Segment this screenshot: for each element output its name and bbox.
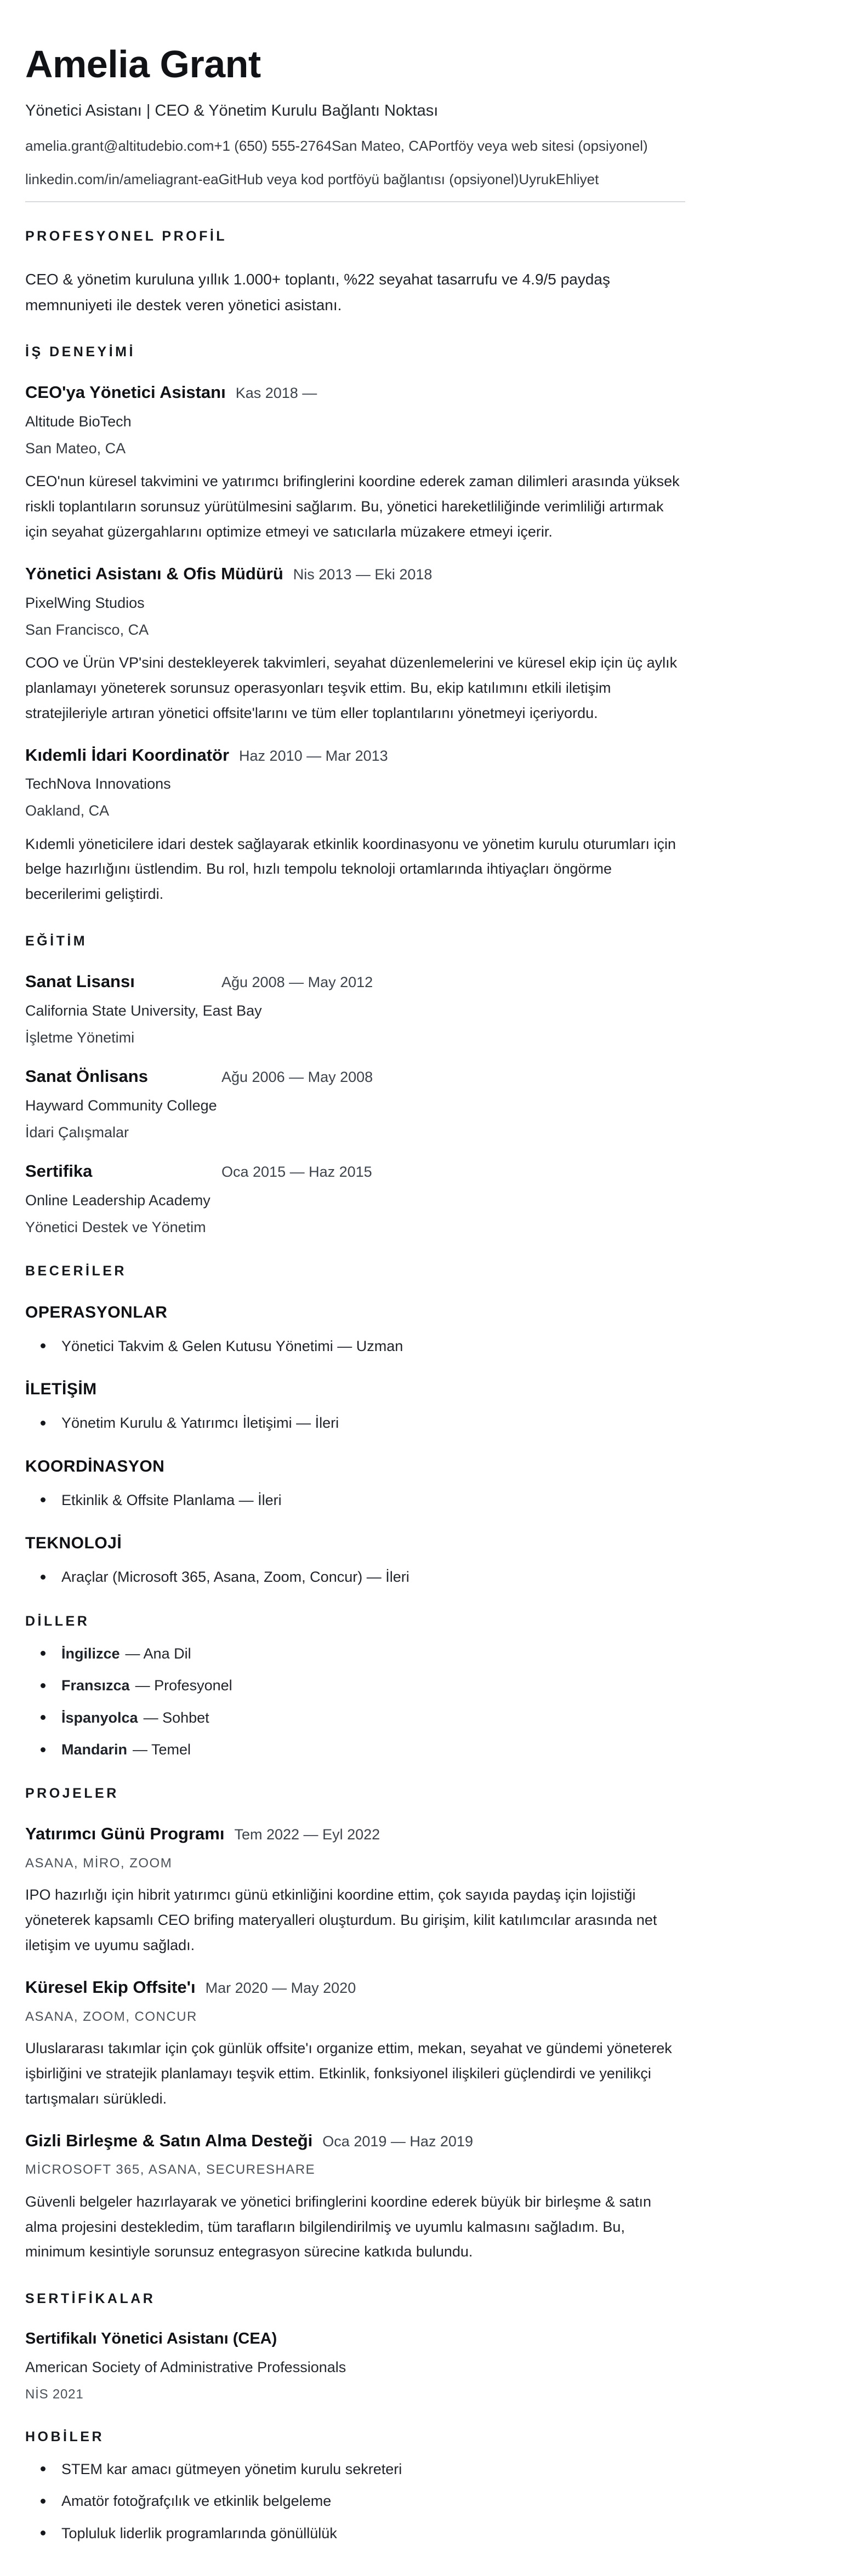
contact-line-2 <box>25 170 685 189</box>
certification-date: NİS 2021 <box>25 2386 84 2402</box>
contact-website-placeholder: Portföy veya web sitesi (opsiyonel) <box>428 137 648 154</box>
project-date: Mar 2020 — May 2020 <box>205 1980 356 1997</box>
job-description: COO ve Ürün VP'sini destekleyerek takvimleri, seyahat düzenlemelerini ve küresel ekip için üç aylık planlamayı yöneterek sorunsuz operasyonları teşvik ettim. Bu, ekip katılımını etkili iletişim stratejileriyle artıran yönetici offsite'larını ve tüm eller toplantılarını yönetmeyi içeriyordu. <box>25 654 678 721</box>
education-heading: EĞİTİM <box>25 933 88 949</box>
job-item <box>25 382 685 545</box>
education-field: İşletme Yönetimi <box>25 1029 135 1046</box>
education-item <box>25 1161 685 1237</box>
language-item <box>25 1644 685 1663</box>
project-description: Güvenli belgeler hazırlayarak ve yönetici brifinglerini koordine ederek büyük bir birleşme & satın alma projesini destekledim, tüm tarafların bilgilendirilmiş ve uyumlu kalmasını sağladım. Bu, minimum kesintiyle sorunsuz entegrasyon sürecine katkıda bulundu. <box>25 2193 652 2260</box>
profile-text: CEO & yönetim kuruluna yıllık 1.000+ toplantı, %22 seyahat tasarrufu ve 4.9/5 paydaş memnuniyeti ile destek veren yönetici asistanı. <box>25 271 610 314</box>
education-school: Hayward Community College <box>25 1097 217 1114</box>
language-name: İngilizce <box>61 1645 120 1662</box>
job-item <box>25 563 685 726</box>
project-item <box>25 2130 685 2265</box>
contact-phone: +1 (650) 555-2764 <box>214 137 332 154</box>
languages-heading: DİLLER <box>25 1613 90 1629</box>
job-location: San Mateo, CA <box>25 440 126 457</box>
education-degree: Sanat Lisansı <box>25 972 135 991</box>
job-description: CEO'nun küresel takvimini ve yatırımcı brifinglerini koordine ederek zaman dilimleri arasında yüksek riskli toplantıların sorunsuz yürütülmesini sağlarım. Bu, yönetici hareketliliğinde verimliliği artırmak için seyahat güzergahlarını optimize etmeyi ve satıcılarla müzakere etmeyi içerir. <box>25 473 680 540</box>
person-name: Amelia Grant <box>25 43 261 86</box>
project-head <box>25 1977 685 1998</box>
hobby-item: Topluluk liderlik programlarında gönüllülük <box>25 2523 685 2543</box>
language-level: — Ana Dil <box>125 1645 191 1662</box>
contact-location: San Mateo, CA <box>332 137 429 154</box>
project-title: Küresel Ekip Offsite'ı <box>25 1977 196 1997</box>
contact-email: amelia.grant@altitudebio.com <box>25 137 214 154</box>
job-date: Nis 2013 — Eki 2018 <box>293 566 433 583</box>
section-experience <box>25 344 685 907</box>
project-tools: MİCROSOFT 365, ASANA, SECURESHARE <box>25 2162 316 2178</box>
job-date: Kas 2018 — <box>235 385 317 402</box>
skill-list <box>25 1567 685 1587</box>
skill-group-title: KOORDİNASYON <box>25 1457 165 1475</box>
skill-group-title: TEKNOLOJİ <box>25 1534 122 1553</box>
hobby-list <box>25 2459 685 2543</box>
job-location: San Francisco, CA <box>25 621 149 638</box>
hobbies-heading: HOBİLER <box>25 2429 104 2444</box>
education-head <box>25 1066 685 1087</box>
certification-org: American Society of Administrative Professionals <box>25 2358 346 2375</box>
project-date: Oca 2019 — Haz 2019 <box>322 2133 473 2150</box>
project-description: Uluslararası takımlar için çok günlük offsite'ı organize ettim, mekan, seyahat ve gündemi yöneterek işbirliğini ve stratejik planlamayı teşvik ettim. Etkinlik, fonksiyonel ilişkileri güçlendirdi ve yenilikçi tartışmaları sürükledi. <box>25 2040 672 2107</box>
skill-item: Araçlar (Microsoft 365, Asana, Zoom, Concur) — İleri <box>25 1567 685 1587</box>
section-skills <box>25 1263 685 1587</box>
job-head <box>25 382 685 403</box>
skill-item: Yönetim Kurulu & Yatırımcı İletişimi — İleri <box>25 1413 685 1433</box>
certifications-heading: SERTİFİKALAR <box>25 2291 156 2307</box>
skill-item: Yönetici Takvim & Gelen Kutusu Yönetimi — Uzman <box>25 1336 685 1356</box>
education-head <box>25 971 685 993</box>
contact-nationality-placeholder: Uyruk <box>519 171 556 188</box>
language-name: İspanyolca <box>61 1709 138 1726</box>
job-title: Yönetici Asistanı & Ofis Müdürü <box>25 563 283 583</box>
education-item <box>25 1066 685 1142</box>
project-description: IPO hazırlığı için hibrit yatırımcı günü etkinliğini koordine ettim, çok sayıda paydaş için lojistiği yöneterek kapsamlı CEO brifing materyalleri oluşturdum. Bu girişim, kilit katılımcılar arasında net iletişim ve uyumu sağladı. <box>25 1887 657 1954</box>
skill-group-title: OPERASYONLAR <box>25 1303 168 1321</box>
section-certifications <box>25 2291 685 2403</box>
skill-list <box>25 1490 685 1510</box>
project-tools: ASANA, ZOOM, CONCUR <box>25 2009 197 2024</box>
project-date: Tem 2022 — Eyl 2022 <box>234 1826 380 1843</box>
profile-heading: PROFESYONEL PROFİL <box>25 229 227 244</box>
job-company: PixelWing Studios <box>25 594 145 611</box>
certification-item <box>25 2329 685 2403</box>
language-level: — Sohbet <box>143 1709 209 1726</box>
education-field: İdari Çalışmalar <box>25 1124 129 1141</box>
education-school: Online Leadership Academy <box>25 1192 210 1209</box>
section-education <box>25 933 685 1237</box>
project-title: Yatırımcı Günü Programı <box>25 1824 225 1844</box>
section-languages <box>25 1614 685 1760</box>
section-hobbies <box>25 2429 685 2543</box>
person-headline: Yönetici Asistanı | CEO & Yönetim Kurulu Bağlantı Noktası <box>25 102 439 119</box>
skill-list <box>25 1336 685 1356</box>
contact-linkedin: linkedin.com/in/ameliagrant-ea <box>25 171 219 188</box>
language-item <box>25 1675 685 1695</box>
contact-block <box>25 137 685 190</box>
contact-github-placeholder: GitHub veya kod portföyü bağlantısı (opsiyonel) <box>218 171 519 188</box>
certification-name: Sertifikalı Yönetici Asistanı (CEA) <box>25 2330 277 2348</box>
job-item <box>25 745 685 908</box>
language-level: — Profesyonel <box>135 1677 232 1694</box>
resume-header <box>25 45 685 202</box>
job-title: Kıdemli İdari Koordinatör <box>25 745 230 765</box>
language-list <box>25 1644 685 1760</box>
job-head <box>25 745 685 766</box>
education-school: California State University, East Bay <box>25 1002 262 1019</box>
education-head <box>25 1161 685 1182</box>
section-projects <box>25 1786 685 2265</box>
skill-group-title: İLETİŞİM <box>25 1380 97 1399</box>
job-company: Altitude BioTech <box>25 413 132 430</box>
education-degree: Sertifika <box>25 1161 93 1181</box>
education-item <box>25 971 685 1047</box>
job-head <box>25 563 685 585</box>
project-head <box>25 1823 685 1845</box>
hobby-item: Amatör fotoğrafçılık ve etkinlik belgeleme <box>25 2491 685 2511</box>
job-title: CEO'ya Yönetici Asistanı <box>25 383 226 402</box>
language-name: Mandarin <box>61 1741 128 1758</box>
job-date: Haz 2010 — Mar 2013 <box>239 747 388 764</box>
job-company: TechNova Innovations <box>25 776 171 793</box>
language-item <box>25 1740 685 1759</box>
project-head <box>25 2130 685 2152</box>
header-divider <box>25 201 685 202</box>
education-date: Ağu 2006 — May 2008 <box>221 1069 373 1086</box>
language-item <box>25 1708 685 1728</box>
project-title: Gizli Birleşme & Satın Alma Desteği <box>25 2130 313 2150</box>
experience-heading: İŞ DENEYİMİ <box>25 344 135 360</box>
skills-heading: BECERİLER <box>25 1263 127 1279</box>
skill-item: Etkinlik & Offsite Planlama — İleri <box>25 1490 685 1510</box>
language-level: — Temel <box>133 1741 191 1758</box>
job-location: Oakland, CA <box>25 802 110 819</box>
contact-line-1 <box>25 137 685 156</box>
section-profile <box>25 229 685 318</box>
education-field: Yönetici Destek ve Yönetim <box>25 1218 206 1235</box>
language-name: Fransızca <box>61 1677 130 1694</box>
project-tools: ASANA, MİRO, ZOOM <box>25 1856 173 1871</box>
project-item <box>25 1823 685 1958</box>
hobby-item: STEM kar amacı gütmeyen yönetim kurulu sekreteri <box>25 2459 685 2479</box>
skill-list <box>25 1413 685 1433</box>
job-description: Kıdemli yöneticilere idari destek sağlayarak etkinlik koordinasyonu ve yönetim kurulu oturumları için belge hazırlığını üstlendim. Bu rol, hızlı tempolu teknoloji ortamlarında ihtiyaçları öngörme becerilerimi geliştirdi. <box>25 835 676 903</box>
project-item <box>25 1977 685 2112</box>
education-date: Oca 2015 — Haz 2015 <box>221 1164 372 1181</box>
projects-heading: PROJELER <box>25 1786 119 1802</box>
education-degree: Sanat Önlisans <box>25 1067 148 1086</box>
contact-license-placeholder: Ehliyet <box>556 171 599 188</box>
education-date: Ağu 2008 — May 2012 <box>221 974 373 991</box>
